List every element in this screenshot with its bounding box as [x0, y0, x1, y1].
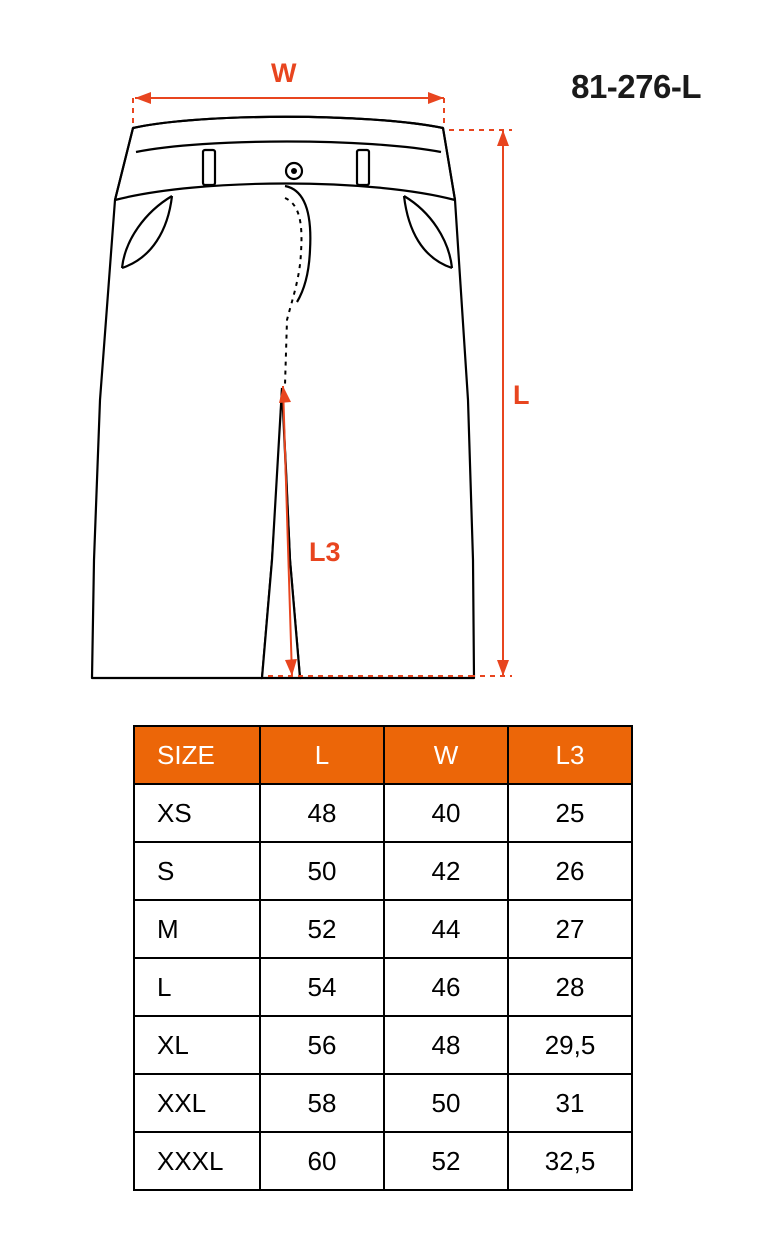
cell-w: 40 [384, 784, 508, 842]
table-row [134, 958, 632, 1016]
cell-w: 46 [384, 958, 508, 1016]
table-row [134, 900, 632, 958]
cell-l: 52 [260, 900, 384, 958]
cell-size: L [134, 958, 260, 1016]
table-row [134, 784, 632, 842]
cell-w: 44 [384, 900, 508, 958]
cell-w: 52 [384, 1132, 508, 1190]
table-header-w: W [384, 726, 508, 784]
cell-l: 60 [260, 1132, 384, 1190]
cell-l3: 26 [508, 842, 632, 900]
cell-l3: 28 [508, 958, 632, 1016]
table-header-l: L [260, 726, 384, 784]
cell-l: 58 [260, 1074, 384, 1132]
cell-l3: 27 [508, 900, 632, 958]
waist-button-hole [291, 168, 297, 174]
cell-size: S [134, 842, 260, 900]
cell-size: M [134, 900, 260, 958]
cell-l3: 31 [508, 1074, 632, 1132]
cell-w: 50 [384, 1074, 508, 1132]
cell-l3: 25 [508, 784, 632, 842]
cell-l3: 29,5 [508, 1016, 632, 1074]
dimension-label-w: W [271, 58, 297, 88]
cell-size: XS [134, 784, 260, 842]
table-row [134, 842, 632, 900]
cell-l: 50 [260, 842, 384, 900]
cell-l: 56 [260, 1016, 384, 1074]
dimension-label-l: L [513, 380, 530, 410]
table-row [134, 1074, 632, 1132]
cell-l: 54 [260, 958, 384, 1016]
table-row [134, 1016, 632, 1074]
cell-w: 48 [384, 1016, 508, 1074]
cell-l: 48 [260, 784, 384, 842]
size-table [133, 725, 633, 1191]
table-row [134, 1132, 632, 1190]
cell-w: 42 [384, 842, 508, 900]
cell-size: XXL [134, 1074, 260, 1132]
cell-l3: 32,5 [508, 1132, 632, 1190]
table-header-l3: L3 [508, 726, 632, 784]
cell-size: XL [134, 1016, 260, 1074]
cell-size: XXXL [134, 1132, 260, 1190]
table-header-size: SIZE [134, 726, 260, 784]
table-header-row [134, 726, 632, 784]
product-code: 81-276-L [571, 68, 701, 105]
dimension-label-l3: L3 [309, 537, 341, 567]
